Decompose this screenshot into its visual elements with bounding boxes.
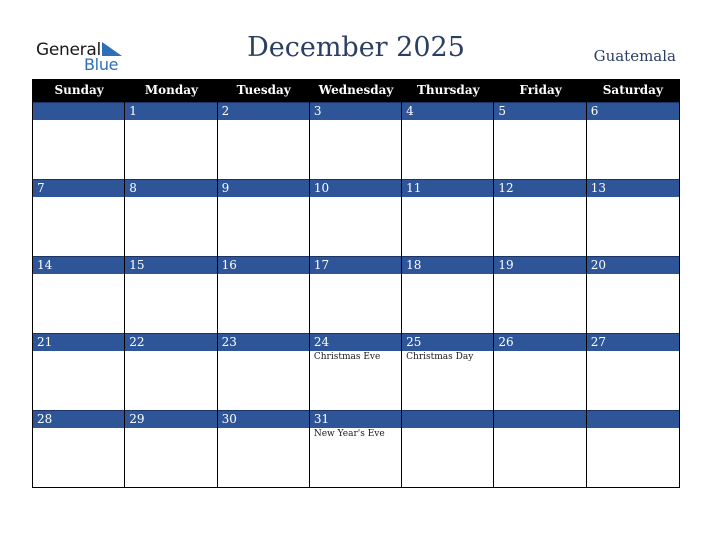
day-number [494, 410, 585, 428]
holiday-label: Christmas Day [406, 352, 474, 362]
day-cell[interactable] [33, 333, 125, 410]
day-number: 20 [587, 256, 679, 274]
holiday-label: New Year's Eve [313, 429, 385, 439]
day-cell[interactable] [402, 179, 494, 256]
day-number: 17 [310, 256, 401, 274]
day-cell[interactable] [33, 102, 125, 179]
weekday-header-sunday: Sunday [54, 83, 104, 97]
logo-text-blue: Blue [84, 55, 119, 74]
day-number: 7 [33, 179, 124, 197]
day-number: 4 [402, 102, 493, 120]
day-number: 9 [218, 179, 309, 197]
day-cell[interactable] [494, 179, 586, 256]
week-row [33, 179, 679, 256]
country-label: Guatemala [593, 47, 676, 65]
day-cell[interactable] [402, 256, 494, 333]
day-number: 16 [218, 256, 309, 274]
day-cell[interactable] [310, 410, 402, 487]
day-cell[interactable] [125, 410, 217, 487]
day-number: 19 [494, 256, 585, 274]
day-cell[interactable] [310, 102, 402, 179]
day-cell[interactable] [218, 410, 310, 487]
day-number [33, 102, 124, 120]
day-cell[interactable] [494, 256, 586, 333]
weekday-header-row [33, 79, 679, 102]
day-number: 8 [125, 179, 216, 197]
logo-text-general: General [36, 40, 101, 60]
day-cell[interactable] [125, 333, 217, 410]
day-cell[interactable] [402, 102, 494, 179]
calendar-title: December 2025 [247, 32, 465, 63]
day-number: 18 [402, 256, 493, 274]
day-number: 11 [402, 179, 493, 197]
day-number: 3 [310, 102, 401, 120]
day-cell[interactable] [494, 333, 586, 410]
weekday-header-monday: Monday [144, 83, 198, 97]
day-number [402, 410, 493, 428]
day-cell[interactable] [587, 256, 679, 333]
day-cell[interactable] [587, 179, 679, 256]
weekday-header-tuesday: Tuesday [236, 83, 291, 97]
day-number: 23 [218, 333, 309, 351]
day-cell[interactable] [218, 256, 310, 333]
day-number: 22 [125, 333, 216, 351]
day-number: 30 [218, 410, 309, 428]
day-cell[interactable] [125, 102, 217, 179]
day-cell[interactable] [494, 102, 586, 179]
weekday-header-saturday: Saturday [602, 83, 663, 97]
day-cell[interactable] [33, 410, 125, 487]
day-cell[interactable] [310, 256, 402, 333]
day-cell[interactable] [310, 179, 402, 256]
day-number: 14 [33, 256, 124, 274]
day-cell[interactable] [33, 179, 125, 256]
day-cell[interactable] [310, 333, 402, 410]
week-rows [33, 102, 679, 487]
day-cell[interactable] [402, 410, 494, 487]
day-cell[interactable] [587, 410, 679, 487]
day-number: 1 [125, 102, 216, 120]
day-cell[interactable] [125, 179, 217, 256]
day-number: 21 [33, 333, 124, 351]
day-cell[interactable] [494, 410, 586, 487]
day-cell[interactable] [402, 333, 494, 410]
day-number: 5 [494, 102, 585, 120]
day-cell[interactable] [218, 179, 310, 256]
day-cell[interactable] [587, 102, 679, 179]
day-number: 27 [587, 333, 679, 351]
day-number: 26 [494, 333, 585, 351]
day-cell[interactable] [587, 333, 679, 410]
day-cell[interactable] [218, 102, 310, 179]
day-cell[interactable] [33, 256, 125, 333]
week-row [33, 333, 679, 410]
week-row [33, 102, 679, 179]
weekday-header-thursday: Thursday [416, 83, 480, 97]
day-number: 15 [125, 256, 216, 274]
day-cell[interactable] [125, 256, 217, 333]
day-number: 24 [310, 333, 401, 351]
week-row [33, 410, 679, 487]
day-number: 31 [310, 410, 401, 428]
holiday-label: Christmas Eve [313, 352, 381, 362]
calendar-grid [32, 79, 680, 488]
day-number: 2 [218, 102, 309, 120]
day-number [587, 410, 679, 428]
day-number: 6 [587, 102, 679, 120]
week-row [33, 256, 679, 333]
day-number: 10 [310, 179, 401, 197]
day-number: 13 [587, 179, 679, 197]
day-number: 29 [125, 410, 216, 428]
weekday-header-friday: Friday [519, 83, 562, 97]
day-cell[interactable] [218, 333, 310, 410]
day-number: 12 [494, 179, 585, 197]
weekday-header-wednesday: Wednesday [318, 83, 394, 97]
day-number: 25 [402, 333, 493, 351]
day-number: 28 [33, 410, 124, 428]
